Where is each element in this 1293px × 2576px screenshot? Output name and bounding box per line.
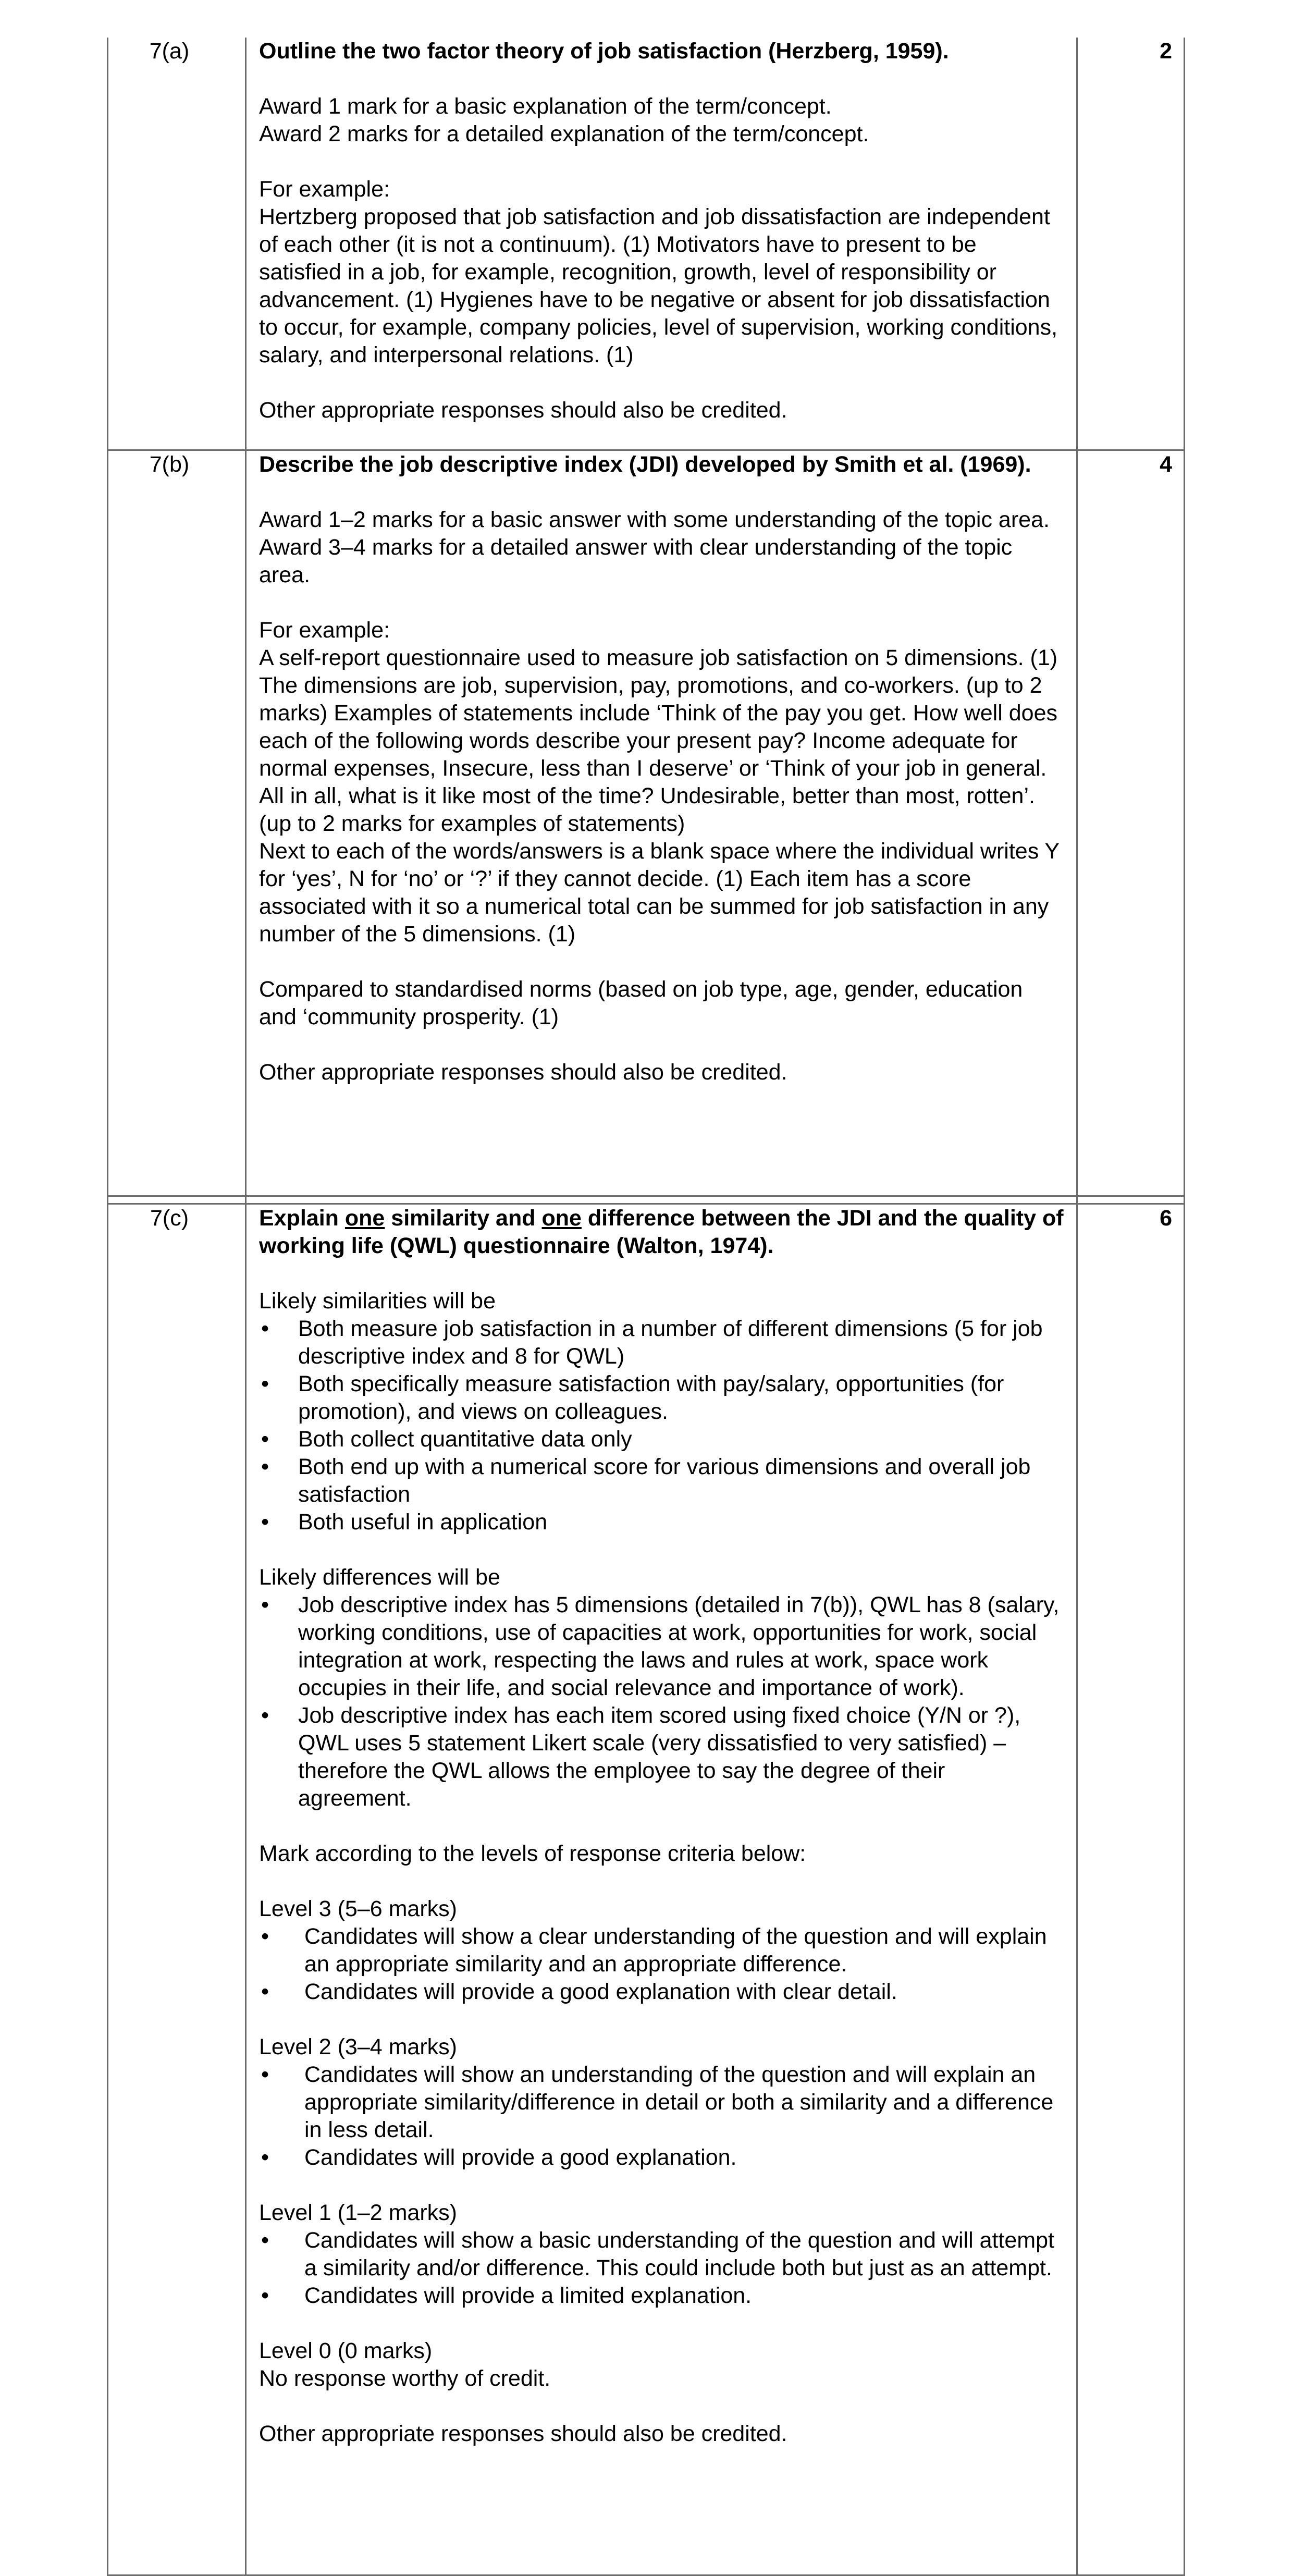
title-underlined-word: one xyxy=(541,1206,582,1231)
list-item: • Candidates will provide a good explanation. xyxy=(259,2144,1064,2172)
example-label: For example: xyxy=(259,618,390,643)
marks-value: 2 xyxy=(1160,39,1172,64)
similarities-list xyxy=(259,1315,1064,1536)
question-title: Describe the job descriptive index (JDI) developed by Smith et al. (1969). xyxy=(259,452,1031,477)
differences-label: Likely differences will be xyxy=(259,1565,500,1590)
other-responses-note: Other appropriate responses should also be credited. xyxy=(259,2421,787,2446)
level-0-label: Level 0 (0 marks) xyxy=(259,2338,433,2363)
marks-value: 4 xyxy=(1160,452,1172,477)
mark-scheme-table xyxy=(107,38,1185,2576)
title-part: difference between the JDI and the quality of working life (QWL) questionnaire (Walton, 1974). xyxy=(259,1206,1064,1258)
list-item: • Candidates will show a clear understanding of the question and will explain an appropriate similarity and an appropriate difference. xyxy=(259,1923,1064,1978)
answer-cell xyxy=(246,38,1077,450)
question-row-7c xyxy=(108,1204,1185,2575)
level-3-list xyxy=(259,1923,1064,2006)
list-item: • Job descriptive index has 5 dimensions (detailed in 7(b)), QWL has 8 (salary, working conditions, use of capacities at work, opportunities for work, social integration at work, respecting the laws and rules at work, space work occupies in their life, and social relevance and importance of work). xyxy=(259,1591,1064,1702)
list-item: • Both measure job satisfaction in a number of different dimensions (5 for job descriptive index and 8 for QWL) xyxy=(259,1315,1064,1370)
level-0-text: No response worthy of credit. xyxy=(259,2366,551,2391)
list-item: • Candidates will provide a good explanation with clear detail. xyxy=(259,1978,1064,2006)
list-item: • Both end up with a numerical score for various dimensions and overall job satisfaction xyxy=(259,1453,1064,1508)
level-3-label: Level 3 (5–6 marks) xyxy=(259,1896,457,1921)
question-row-7b xyxy=(108,450,1185,1196)
list-item: • Candidates will provide a limited explanation. xyxy=(259,2282,1064,2310)
list-item: • Both collect quantitative data only xyxy=(259,1426,1064,1453)
title-part: Explain xyxy=(259,1206,345,1231)
question-number: 7(b) xyxy=(149,452,190,477)
question-number-cell xyxy=(108,450,246,1196)
answer-cell xyxy=(246,450,1077,1196)
example-text-continued: Next to each of the words/answers is a blank space where the individual writes Y for ‘yes’, N for ‘no’ or ‘?’ if they cannot decide. (1) Each item has a score associated with it so a numerical total can be summed for job satisfaction in any number of the 5 dimensions. (1) xyxy=(259,839,1060,947)
marks-cell xyxy=(1077,450,1185,1196)
question-number: 7(a) xyxy=(149,39,190,64)
level-2-label: Level 2 (3–4 marks) xyxy=(259,2034,457,2059)
marks-cell xyxy=(1077,1204,1185,2575)
marks-cell xyxy=(1077,38,1185,450)
list-item: • Candidates will show a basic understanding of the question and will attempt a similarity and/or difference. This could include both but just as an attempt. xyxy=(259,2227,1064,2282)
similarities-label: Likely similarities will be xyxy=(259,1289,496,1314)
example-label: For example: xyxy=(259,177,390,202)
other-responses-note: Other appropriate responses should also be credited. xyxy=(259,1060,787,1085)
question-title xyxy=(259,1205,1064,1260)
list-item: • Job descriptive index has each item scored using fixed choice (Y/N or ?), QWL uses 5 statement Likert scale (very dissatisfied to very satisfied) – therefore the QWL allows the employee to say the degree of their agreement. xyxy=(259,1702,1064,1812)
other-responses-note: Other appropriate responses should also be credited. xyxy=(259,398,787,423)
level-2-list xyxy=(259,2061,1064,2172)
award-line: Award 1 mark for a basic explanation of the term/concept. xyxy=(259,94,832,119)
question-row-7a xyxy=(108,38,1185,450)
list-item: • Both specifically measure satisfaction with pay/salary, opportunities (for promotion), and views on colleagues. xyxy=(259,1370,1064,1426)
question-title: Outline the two factor theory of job satisfaction (Herzberg, 1959). xyxy=(259,39,949,64)
answer-cell xyxy=(246,1204,1077,2575)
award-line: Award 1–2 marks for a basic answer with some understanding of the topic area. xyxy=(259,507,1050,532)
list-item: • Candidates will show an understanding of the question and will explain an appropriate similarity/difference in detail or both a similarity and a difference in less detail. xyxy=(259,2061,1064,2144)
example-text: Hertzberg proposed that job satisfaction and job dissatisfaction are independent of each other (it is not a continuum). (1) Motivators have to present to be satisfied in a job, for example, recognition, growth, level of responsibility or advancement. (1) Hygienes have to be negative or absent for job dissatisfaction to occur, for example, company policies, level of supervision, working conditions, salary, and interpersonal relations. (1) xyxy=(259,204,1058,367)
question-number-cell xyxy=(108,38,246,450)
title-part: similarity and xyxy=(385,1206,542,1231)
question-number: 7(c) xyxy=(150,1206,189,1231)
award-line: Award 2 marks for a detailed explanation of the term/concept. xyxy=(259,121,869,146)
list-item: • Both useful in application xyxy=(259,1508,1064,1536)
norms-text: Compared to standardised norms (based on job type, age, gender, education and ‘community prosperity. (1) xyxy=(259,977,1023,1029)
row-separator xyxy=(108,1196,1185,1204)
title-underlined-word: one xyxy=(344,1206,385,1231)
award-line: Award 3–4 marks for a detailed answer with clear understanding of the topic area. xyxy=(259,535,1013,587)
level-1-label: Level 1 (1–2 marks) xyxy=(259,2200,457,2225)
criteria-intro: Mark according to the levels of response criteria below: xyxy=(259,1841,806,1866)
example-text: A self-report questionnaire used to measure job satisfaction on 5 dimensions. (1) The dimensions are job, supervision, pay, promotions, and co-workers. (up to 2 marks) Examples of statements include ‘Think of the pay you get. How well does each of the following words describe your present pay? Income adequate for normal expenses, Insecure, less than I deserve’ or ‘Think of your job in general. All in all, what is it like most of the time? Undesirable, better than most, rotten’. (up to 2 marks for examples of statements) xyxy=(259,645,1058,836)
differences-list xyxy=(259,1591,1064,1812)
level-1-list xyxy=(259,2227,1064,2310)
question-number-cell xyxy=(108,1204,246,2575)
marks-value: 6 xyxy=(1160,1206,1172,1231)
